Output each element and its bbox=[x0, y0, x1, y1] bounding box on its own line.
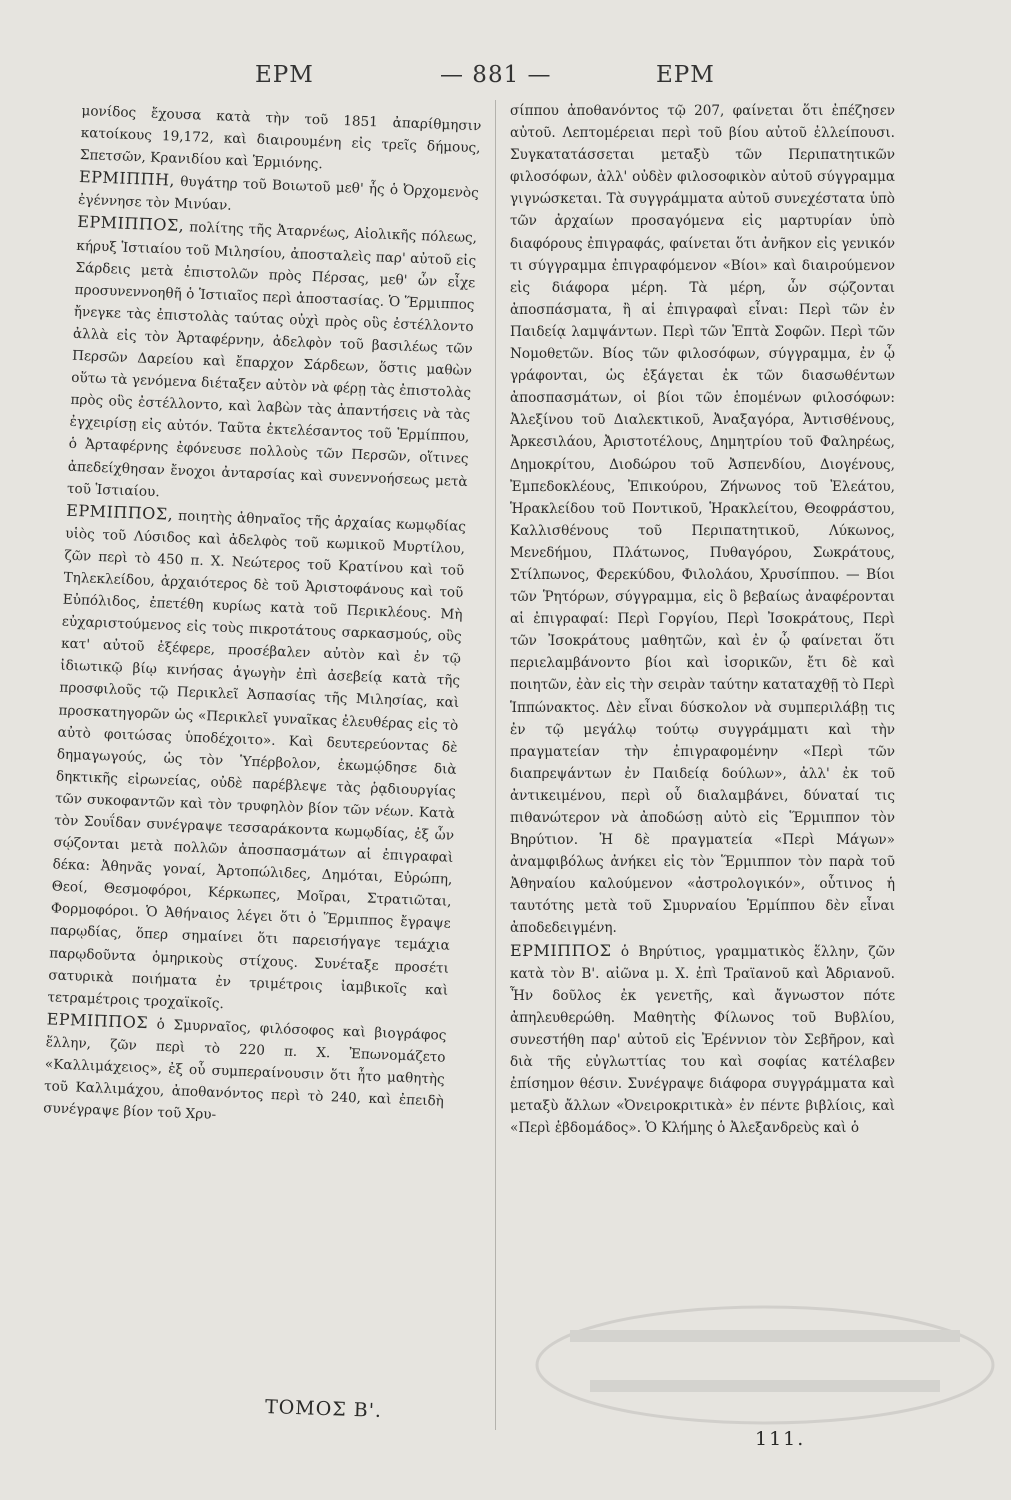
column-divider bbox=[495, 100, 496, 1430]
entry-ermippos-kiryx bbox=[67, 211, 478, 514]
entry-text: πολίτης τῆς Ἀταρνέως, Αἰολικῆς πόλεως, κήρυξ Ἱστιαίου τοῦ Μιλησίου, ἀποσταλεὶς παρ' αὐτοῦ εἰς Σάρδεις μετὰ ἐπιστολῶν πρὸς Πέρσας, μεθ' ὧν εἶχε προσυνεννοηθῆ ὁ Ἱστιαῖος περὶ ἀποστασίας. Ὁ Ἕρμιππος ἤνεγκε τὰς ἐπιστολὰς ταύτας οὐχὶ πρὸς οὓς ἐστέλλοντο ἀλλὰ εἰς τὸν Ἀρταφέρνην, ἀδελφὸν τοῦ βασιλέως τῶν Περσῶν Δαρείου καὶ ἔπαρχον Σάρδεων, ὅστις μαθὼν οὕτω τὰ γενόμενα διέταξεν αὐτὸν νὰ φέρῃ τὰς ἐπιστολὰς πρὸς οὓς ἐστέλλοντο, καὶ λαβὼν τὰς ἀπαντήσεις νὰ τὰς ἐγχειρίσῃ εἰς αὐτόν. Ταῦτα ἐκτελέσαντος τοῦ Ἑρμίππου, ὁ Ἀρταφέρνης ἐφόνευσε πολλοὺς τῶν Περσῶν, οἵτινες ἀπεδείχθησαν ἔνοχοι ἀνταρσίας καὶ συνεννοήσεως μετὰ τοῦ Ἱστιαίου. bbox=[66, 219, 478, 500]
entry-headword: ΕΡΜΙΠΠΗ, bbox=[78, 167, 176, 190]
entry-text: ὁ Βηρύτιος, γραμματικὸς ἕλλην, ζῶν κατὰ τὸν Β'. αἰῶνα μ. Χ. ἐπὶ Τραϊανοῦ καὶ Ἁδριανοῦ. Ἦν δοῦλος ἐκ γενετῆς, καὶ ἄγνωστον πότε ἀπηλευθερώθη. Μαθητὴς Φίλωνος τοῦ Βυβλίου, συνεστήθη παρ' αὐτοῦ εἰς Ἐρέννιον τὸν Σεβῆρον, καὶ διὰ τῆς εὐγλωττίας του καὶ σοφίας κατέλαβεν ἐπίσημον θέσιν. Συνέγραψε διάφορα συγγράμματα καὶ μεταξὺ ἄλλων «Ὀνειροκριτικὰ» ἐν πέντε βιβλίοις, καὶ «Περὶ ἑβδομάδος». Ὁ Κλήμης ὁ Ἀλεξανδρεὺς καὶ ὁ bbox=[510, 943, 895, 1137]
page-number: — 881 — bbox=[440, 62, 552, 88]
entry-ermippos-smyrnaios bbox=[43, 1008, 447, 1135]
entry-headword: ΕΡΜΙΠΠΟΣ bbox=[510, 940, 612, 960]
page-header bbox=[0, 62, 1011, 92]
right-column bbox=[510, 100, 895, 1420]
entry-text: ποιητὴς ἀθηναῖος τῆς ἀρχαίας κωμῳδίας υἱὸς τοῦ Λύσιδος καὶ ἀδελφὸς τοῦ κωμικοῦ Μυρτίλου, ζῶν περὶ τὸ 450 π. Χ. Νεώτερος τοῦ Κρατίνου καὶ τοῦ Τηλεκλείδου, ἀρχαιότερος δὲ τοῦ Ἀριστοφάνους καὶ τοῦ Εὐπόλιδος, ἐπετέθη κυρίως κατὰ τοῦ Περικλέους. Μὴ εὐχαριστούμενος εἰς τοὺς πικροτάτους σαρκασμούς, οὓς κατ' αὐτοῦ ἐξέφερε, προσέβαλεν αὐτὸν καὶ ἐν τῷ ἰδιωτικῷ βίῳ κινήσας ἀγωγὴν ἐπὶ ἀσεβείᾳ κατὰ τῆς προσφιλοῦς τῷ Περικλεῖ Ἀσπασίας τῆς Μιλησίας, καὶ προσκατηγορῶν ὡς «Περικλεῖ γυναῖκας ἐλευθέρας εἰς τὸ αὐτὸ φοιτώσας ὑποδέχοιτο». Καὶ δευτερεύοντας δὲ δημαγωγούς, ὡς τὸν Ὑπέρβολον, ἐκωμῴδησε διὰ δηκτικῆς εἰρωνείας, οὐδὲ παρέβλεψε τὰς ῥᾳδιουργίας τῶν συκοφαντῶν καὶ τὸν τρυφηλὸν βίον τῶν νέων. Κατὰ τὸν Σουΐδαν συνέγραψε τεσσαράκοντα κωμῳδίας, ἐξ ὧν σῴζονται μετὰ πολλῶν ἀποσπασμάτων αἱ ἐπιγραφαὶ δέκα: Ἀθηνᾶς γοναί, Ἀρτοπώλιδες, Δημόται, Εὐρώπη, Θεοί, Θεσμοφόροι, Κέρκωπες, Μοῖραι, Στρατιῶται, Φορμοφόροι. Ὁ Ἀθήναιος λέγει ὅτι ὁ Ἕρμιππος ἔγραψε παρῳδίας, ὅπερ σημαίνει ὅτι παρεισήγαγε τεμάχια παρῳδοῦντα ὁμηρικοὺς στίχους. Συνέταξε προσέτι σατυρικὰ ποιήματα ἐν τριμέτροις ἰαμβικοῖς καὶ τετραμέτροις τροχαϊκοῖς. bbox=[47, 507, 467, 1012]
volume-signature: ΤΟΜΟΣ Β'. bbox=[264, 1395, 383, 1423]
entry-text: θυγάτηρ τοῦ Βοιωτοῦ μεθ' ἧς ὁ Ὀρχομενὸς ἐγέννησε τὸν Μινύαν. bbox=[77, 173, 480, 215]
header-right-running-head: ΕΡΜ bbox=[656, 62, 715, 88]
entry-ermippos-poiitis bbox=[47, 499, 466, 1023]
left-column bbox=[31, 100, 481, 1434]
entry-headword: ΕΡΜΙΠΠΟΣ, bbox=[65, 500, 174, 524]
entry-ermippos-virytios bbox=[510, 940, 895, 1140]
entry-continuation: σίππου ἀποθανόντος τῷ 207, φαίνεται ὅτι ἐπέζησεν αὐτοῦ. Λεπτομέρειαι περὶ τοῦ βίου αὐτοῦ ἐλλείπουσι. Συγκατατάσσεται μεταξὺ τῶν Περιπατητικῶν φιλοσόφων, ἀλλ' οὐδὲν φιλοσοφικὸν αὐτοῦ σύγγραμμα γιγνώσκεται. Τὰ συγγράμματα αὐτοῦ συνεχέστατα ὑπὸ τῶν ἀρχαίων προσαγόμενα εἰς μαρτυρίαν ὑπὸ διαφόρους ἐπιγραφάς, φαίνεται ὅτι ἀνῆκον εἰς γενικόν τι σύγγραμμα ἐπιγραφόμενον «Βίοι» καὶ διαιρούμενον εἰς διάφορα μέρη. Τὰ μέρη, ὧν σῴζονται ἀποσπάσματα, ἢ αἱ ἐπιγραφαὶ εἶναι: Περὶ τῶν ἐν Παιδείᾳ λαμψάντων. Περὶ τῶν Ἑπτὰ Σοφῶν. Περὶ τῶν Νομοθετῶν. Βίος τῶν φιλοσόφων, σύγγραμμα, ἐν ᾧ γράφονται, ὡς ἐξάγεται ἐκ τῶν διασωθέντων ἀποσπασμάτων, οἱ βίοι τῶν ἑπομένων φιλοσόφων: Ἀλεξίνου τοῦ Διαλεκτικοῦ, Ἀναξαγόρα, Ἀντισθένους, Ἀρκεσιλάου, Ἀριστοτέλους, Δημητρίου τοῦ Φαληρέως, Δημοκρίτου, Διοδώρου τοῦ Ἀσπενδίου, Διογένους, Ἐμπεδοκλέους, Ἐπικούρου, Ζήνωνος τοῦ Ἐλεάτου, Ἡρακλείδου τοῦ Ποντικοῦ, Ἡρακλείτου, Θεοφράστου, Καλλισθένους τοῦ Περιπατητικοῦ, Λύκωνος, Μενεδήμου, Πλάτωνος, Πυθαγόρου, Σωκράτους, Στίλπωνος, Φερεκύδου, Φιλολάου, Χρυσίππου. — Βίοι τῶν Ῥητόρων, σύγγραμμα, εἰς ὃ βεβαίως ἀναφέρονται αἱ ἐπιγραφαί: Περὶ Γοργίου, Περὶ Ἰσοκράτους, Περὶ τῶν Ἰσοκράτους μαθητῶν, καὶ ἐν ᾧ φαίνεται ὅτι περιελαμβάνοντο βίοι καὶ ἰσορικῶν, ἔτι δὲ καὶ ποιητῶν, ἐὰν εἰς τὴν σειρὰν ταύτην καταταχθῇ τὸ Περὶ Ἱππώνακτος. Δὲν εἶναι δύσκολον νὰ συμπεριλάβῃ τις ἐν τῷ μεγάλῳ τούτῳ συγγράμματι καὶ τὴν πραγματείαν τὴν ἐπιγραφομένην «Περὶ τῶν διαπρεψάντων ἐν Παιδείᾳ δούλων», ἀλλ' ἐκ τοῦ ἀντικειμένου, περὶ οὗ διαλαμβάνει, δύναταί τις πιθανώτερον νὰ ἀποδώσῃ αὐτὸ εἰς Ἕρμιππον τὸν Βηρύτιον. Ἡ δὲ πραγματεία «Περὶ Μάγων» ἀναμφιβόλως ἀνήκει εἰς τὸν Ἕρμιππον τὸν παρὰ τοῦ Ἀθηναίου καλούμενον «ἀστρολογικόν», οὗτινος ἡ ταυτότης μετὰ τοῦ Σμυρναίου Ἑρμίππου δὲν εἶναι ἀποδεδειγμένη. bbox=[510, 103, 895, 937]
header-left-running-head: ΕΡΜ bbox=[255, 62, 314, 88]
sheet-signature: 111. bbox=[755, 1428, 806, 1450]
entry-continuation: μονίδος ἔχουσα κατὰ τὴν τοῦ 1851 ἀπαρίθμησιν κατοίκους 19,172, καὶ διαιρουμένη εἰς τρεῖς δήμους, Σπετσῶν, Κρανιδίου καὶ Ἑρμιόνης. bbox=[79, 102, 482, 173]
entry-headword: ΕΡΜΙΠΠΟΣ bbox=[46, 1009, 149, 1033]
entry-headword: ΕΡΜΙΠΠΟΣ, bbox=[76, 212, 185, 236]
entry-text: ὁ Σμυρναῖος, φιλόσοφος καὶ βιογράφος ἕλλην, ζῶν περὶ τὸ 220 π. Χ. Ἐπωνομάζετο «Καλλιμάχειος», ἐξ οὗ συμπεραίνουσιν ὅτι ἦτο μαθητὴς τοῦ Καλλιμάχου, ἀποθανόντος περὶ τὸ 240, καὶ ἐπειδὴ συνέγραψε βίον τοῦ Χρυ- bbox=[42, 1016, 447, 1124]
